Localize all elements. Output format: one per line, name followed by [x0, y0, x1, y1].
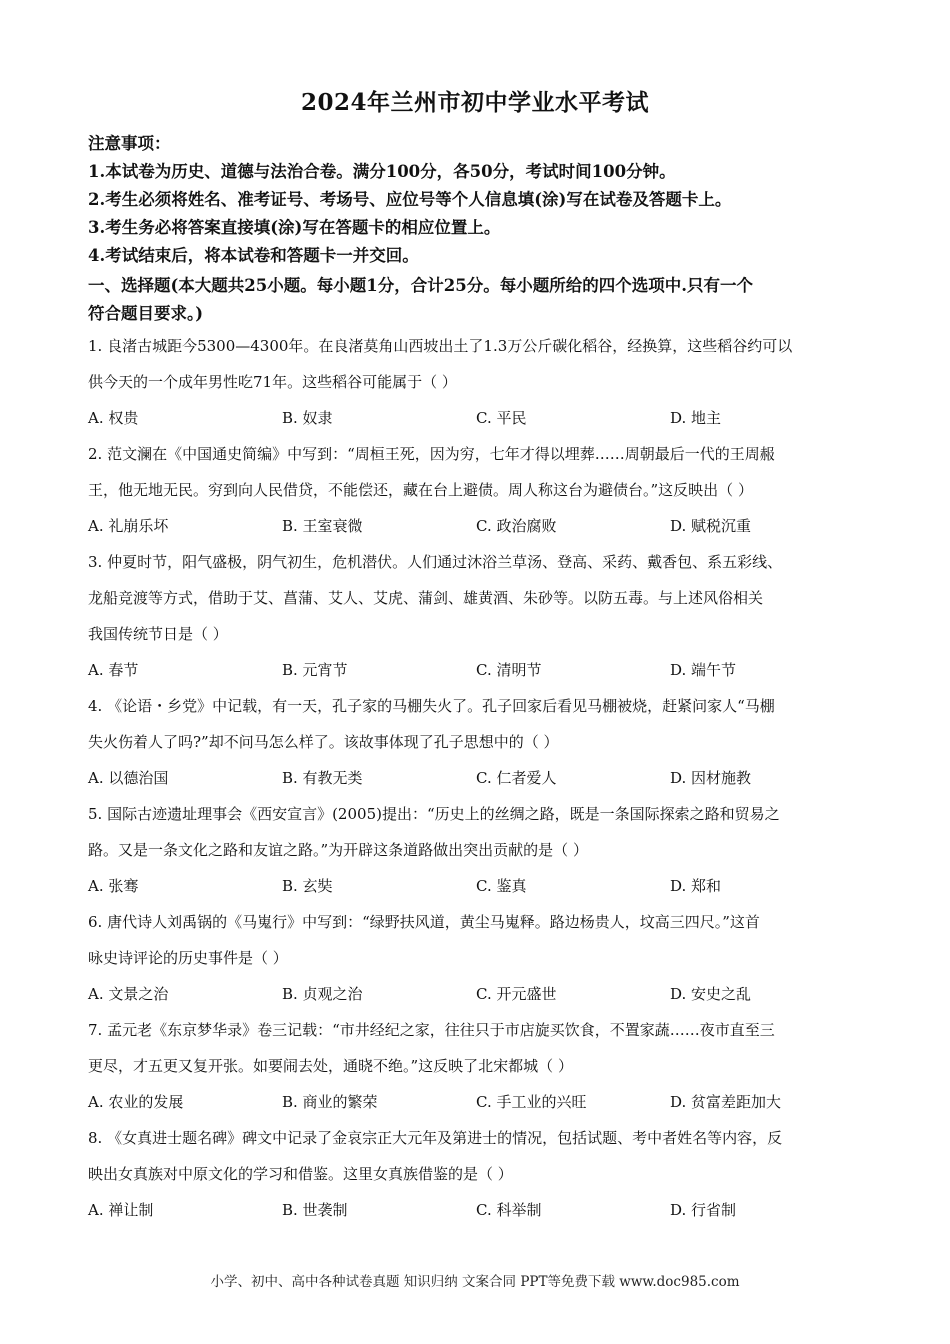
question-1-text: 1. 良渚古城距今5300—4300年。在良渚莫角山西坡出土了1.3万公斤碳化稻谷，经换算，这些稻谷约可以 [88, 337, 793, 355]
question-8-option-b: B. 世袭制 [282, 1201, 348, 1219]
question-7-option-d: D. 贫富差距加大 [670, 1093, 782, 1111]
question-7-option-a: A. 农业的发展 [88, 1093, 184, 1111]
question-3-option-c: C. 清明节 [476, 661, 542, 679]
question-6-text: 6. 唐代诗人刘禹锅的《马嵬行》中写到：“绿野扶风道，黄尘马嵬释。路边杨贵人，坟高三四尺。”这首 [88, 913, 760, 931]
page-title: 2024年兰州市初中学业水平考试 [300, 89, 649, 116]
question-8-text: 映出女真族对中原文化的学习和借鉴。这里女真族借鉴的是（ ） [88, 1165, 513, 1183]
page-footer: 小学、初中、高中各种试卷真题 知识归纳 文案合同 PPT等免费下载 www.doc985.com [210, 1274, 740, 1290]
notice-item: 3.考生务必将答案直接填(涂)写在答题卡的相应位置上。 [88, 218, 501, 237]
question-3-option-b: B. 元宵节 [282, 661, 348, 679]
question-1-text: 供今天的一个成年男性吃71年。这些稻谷可能属于（ ） [88, 373, 457, 391]
question-2-option-a: A. 礼崩乐坏 [88, 517, 169, 535]
question-5-text: 5. 国际古迹遗址理事会《西安宣言》(2005)提出：“历史上的丝绸之路，既是一条国际探索之路和贸易之 [88, 805, 780, 823]
question-1-option-b: B. 奴隶 [282, 409, 333, 427]
question-5-option-d: D. 郑和 [670, 877, 722, 895]
question-8-option-d: D. 行省制 [670, 1201, 737, 1219]
question-8-option-a: A. 禅让制 [88, 1201, 154, 1219]
question-3-text: 龙船竞渡等方式，借助于艾、菖蒲、艾人、艾虎、蒲剑、雄黄酒、朱砂等。以防五毒。与上述风俗相关 [88, 589, 764, 607]
question-4-option-b: B. 有教无类 [282, 769, 363, 787]
notice-item: 1.本试卷为历史、道德与法治合卷。满分100分，各50分，考试时间100分钟。 [88, 162, 676, 181]
question-6-option-b: B. 贞观之治 [282, 985, 363, 1003]
question-3-text: 3. 仲夏时节，阳气盛极，阴气初生，危机潜伏。人们通过沐浴兰草汤、登高、采药、戴香包、系五彩线、 [88, 553, 783, 571]
question-5-option-c: C. 鉴真 [476, 877, 527, 895]
notice-item: 4.考试结束后，将本试卷和答题卡一并交回。 [88, 246, 419, 265]
question-7-option-c: C. 手工业的兴旺 [476, 1093, 587, 1111]
question-5-text: 路。又是一条文化之路和友谊之路。”为开辟这条道路做出突出贡献的是（ ） [88, 841, 588, 859]
question-4-option-a: A. 以德治国 [88, 769, 169, 787]
question-6-option-c: C. 开元盛世 [476, 985, 557, 1003]
section-heading: 一、选择题(本大题共25小题。每小题1分，合计25分。每小题所给的四个选项中.只有一个 [88, 276, 753, 295]
question-1-option-d: D. 地主 [670, 409, 722, 427]
question-7-text: 7. 孟元老《东京梦华录》卷三记载：“市井经纪之家，往往只于市店旋买饮食，不置家蔬……夜市直至三 [88, 1021, 775, 1039]
question-8-text: 8. 《女真进士题名碑》碑文中记录了金哀宗正大元年及第进士的情况，包括试题、考中者姓名等内容，反 [88, 1129, 783, 1147]
question-5-option-a: A. 张骞 [88, 877, 139, 895]
question-3-text: 我国传统节日是（ ） [88, 625, 228, 643]
question-4-text: 4. 《论语・乡党》中记载，有一天，孔子家的马棚失火了。孔子回家后看见马棚被烧，赶紧问家人“马棚 [88, 697, 775, 715]
question-7-option-b: B. 商业的繁荣 [282, 1093, 378, 1111]
question-1-option-c: C. 平民 [476, 409, 527, 427]
question-2-text: 王，他无地无民。穷到向人民借贷，不能偿还，藏在台上避债。周人称这台为避债台。”这反映出（ ） [88, 481, 753, 499]
section-heading: 符合题目要求。) [88, 304, 204, 323]
question-6-option-a: A. 文景之治 [88, 985, 169, 1003]
question-6-text: 咏史诗评论的历史事件是（ ） [88, 949, 288, 967]
question-6-option-d: D. 安史之乱 [670, 985, 752, 1003]
question-1-option-a: A. 权贵 [88, 409, 139, 427]
question-2-option-d: D. 赋税沉重 [670, 517, 752, 535]
question-2-text: 2. 范文澜在《中国通史简编》中写到：“周桓王死，因为穷，七年才得以埋葬……周朝最后一代的王周赧 [88, 445, 775, 463]
question-2-option-c: C. 政治腐败 [476, 517, 557, 535]
question-7-text: 更尽，才五更又复开张。如要闹去处，通晓不绝。”这反映了北宋都城（ ） [88, 1057, 573, 1075]
question-3-option-d: D. 端午节 [670, 661, 737, 679]
notice-heading: 注意事项： [88, 134, 171, 153]
question-4-option-c: C. 仁者爱人 [476, 769, 557, 787]
question-2-option-b: B. 王室衰微 [282, 517, 363, 535]
question-4-option-d: D. 因材施教 [670, 769, 752, 787]
question-3-option-a: A. 春节 [88, 661, 139, 679]
question-5-option-b: B. 玄奘 [282, 877, 333, 895]
notice-item: 2.考生必须将姓名、准考证号、考场号、应位号等个人信息填(涂)写在试卷及答题卡上。 [88, 190, 732, 209]
question-4-text: 失火伤着人了吗?”却不问马怎么样了。该故事体现了孔子思想中的（ ） [88, 733, 559, 751]
question-8-option-c: C. 科举制 [476, 1201, 542, 1219]
